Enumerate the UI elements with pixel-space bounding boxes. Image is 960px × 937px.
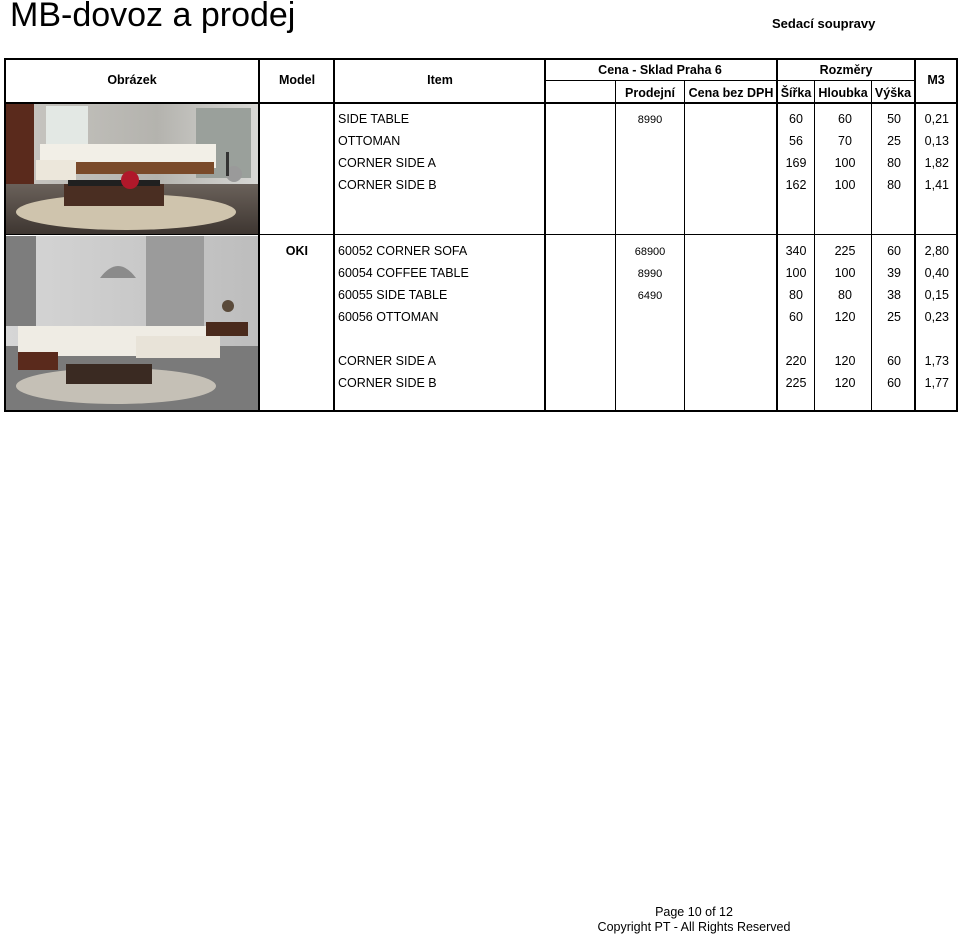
group-divider — [4, 234, 958, 235]
col-sep-cena — [776, 58, 778, 412]
product-photo-1 — [6, 104, 258, 234]
dim-vyska: 60 — [887, 376, 901, 390]
page-number: Page 10 of 12 — [655, 905, 733, 919]
col-sep-rozmery — [914, 58, 916, 412]
item-name: CORNER SIDE A — [338, 156, 436, 170]
dim-sirka: 225 — [785, 376, 807, 390]
volume-m3: 1,41 — [924, 178, 949, 192]
col-sep-hloubka — [871, 80, 872, 412]
dim-hloubka: 120 — [834, 376, 856, 390]
header-obrazek: Obrázek — [107, 73, 157, 87]
dim-sirka: 169 — [785, 156, 807, 170]
dim-vyska: 25 — [887, 134, 901, 148]
header-cena-group: Cena - Sklad Praha 6 — [598, 63, 722, 77]
header-vyska: Výška — [874, 86, 912, 100]
col-sep-sirka — [814, 80, 815, 412]
volume-m3: 0,13 — [924, 134, 949, 148]
volume-m3: 1,77 — [924, 376, 949, 390]
col-sep-item — [544, 58, 546, 412]
volume-m3: 1,82 — [924, 156, 949, 170]
col-sep-model — [333, 58, 335, 412]
dim-sirka: 340 — [785, 244, 807, 258]
volume-m3: 0,15 — [924, 288, 949, 302]
dim-sirka: 220 — [785, 354, 807, 368]
dim-hloubka: 120 — [834, 310, 856, 324]
price-prodejni: 8990 — [637, 114, 663, 126]
section-title: Sedací soupravy — [772, 16, 876, 31]
subheader-divider — [544, 80, 915, 81]
item-name: SIDE TABLE — [338, 112, 410, 126]
dim-vyska: 38 — [887, 288, 901, 302]
volume-m3: 1,73 — [924, 354, 949, 368]
volume-m3: 2,80 — [924, 244, 949, 258]
dim-hloubka: 225 — [834, 244, 856, 258]
copyright: Copyright PT - All Rights Reserved — [597, 920, 791, 934]
dim-hloubka: 100 — [834, 266, 856, 280]
item-name: CORNER SIDE B — [338, 376, 437, 390]
page-title: MB-dovoz a prodej — [10, 0, 296, 34]
dim-sirka: 80 — [789, 288, 803, 302]
dim-vyska: 60 — [887, 354, 901, 368]
dim-vyska: 25 — [887, 310, 901, 324]
dim-hloubka: 120 — [834, 354, 856, 368]
dim-hloubka: 100 — [834, 178, 856, 192]
dim-vyska: 80 — [887, 156, 901, 170]
dim-hloubka: 80 — [838, 288, 852, 302]
item-name: 60052 CORNER SOFA — [338, 244, 468, 258]
col-sep-cena-bez-dph — [684, 80, 685, 412]
dim-sirka: 162 — [785, 178, 807, 192]
item-name: 60054 COFFEE TABLE — [338, 266, 469, 280]
table-border-top — [4, 58, 958, 60]
header-rozmery-group: Rozměry — [819, 63, 873, 77]
price-table — [4, 58, 958, 412]
product-photo-2 — [6, 236, 258, 410]
price-prodejni: 6490 — [637, 290, 663, 302]
dim-sirka: 60 — [789, 112, 803, 126]
header-m3: M3 — [927, 73, 945, 87]
item-name: CORNER SIDE B — [338, 178, 437, 192]
volume-m3: 0,21 — [924, 112, 949, 126]
price-prodejni: 68900 — [634, 246, 666, 258]
col-sep-prodejni — [615, 80, 616, 412]
model-oki: OKI — [285, 244, 308, 258]
dim-vyska: 50 — [887, 112, 901, 126]
dim-hloubka: 100 — [834, 156, 856, 170]
item-name: 60056 OTTOMAN — [338, 310, 439, 324]
dim-sirka: 56 — [789, 134, 803, 148]
dim-vyska: 60 — [887, 244, 901, 258]
item-name: CORNER SIDE A — [338, 354, 436, 368]
dim-hloubka: 70 — [838, 134, 852, 148]
dim-hloubka: 60 — [838, 112, 852, 126]
header-hloubka: Hloubka — [818, 86, 868, 100]
dim-sirka: 100 — [785, 266, 807, 280]
item-name: OTTOMAN — [338, 134, 401, 148]
header-item: Item — [427, 73, 453, 87]
header-cena-bez-dph: Cena bez DPH — [688, 86, 774, 100]
header-sirka: Šířka — [780, 86, 812, 100]
item-name: 60055 SIDE TABLE — [338, 288, 448, 302]
dim-vyska: 80 — [887, 178, 901, 192]
volume-m3: 0,23 — [924, 310, 949, 324]
dim-sirka: 60 — [789, 310, 803, 324]
table-border-right — [956, 58, 958, 412]
col-sep-image — [258, 58, 260, 412]
price-prodejni: 8990 — [637, 268, 663, 280]
header-model: Model — [278, 73, 316, 87]
header-prodejni: Prodejní — [624, 86, 676, 100]
dim-vyska: 39 — [887, 266, 901, 280]
volume-m3: 0,40 — [924, 266, 949, 280]
